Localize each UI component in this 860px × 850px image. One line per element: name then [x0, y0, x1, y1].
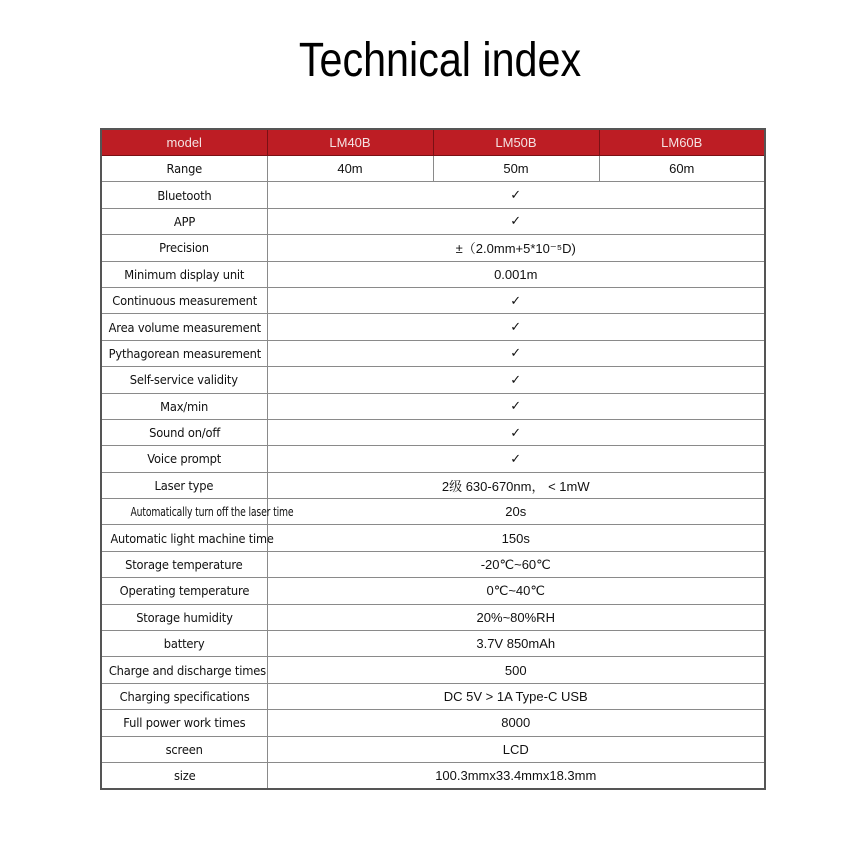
row-value: ✓: [267, 314, 765, 340]
row-value: ±（2.0mm+5*10⁻⁵D): [267, 235, 765, 261]
row-value: 0.001m: [267, 261, 765, 287]
table-row: [101, 683, 765, 709]
row-label: Automatically turn off the laser time: [101, 499, 267, 525]
header-label-cell: model: [101, 129, 267, 156]
table-row: [101, 499, 765, 525]
row-label: battery: [101, 631, 267, 657]
table-row: [101, 314, 765, 340]
row-label: Minimum display unit: [101, 261, 267, 287]
row-value: ✓: [267, 446, 765, 472]
row-label: Full power work times: [101, 710, 267, 736]
row-value: ✓: [267, 340, 765, 366]
table-row: [101, 261, 765, 287]
row-value: 20s: [267, 499, 765, 525]
table-row: [101, 235, 765, 261]
table-row: [101, 287, 765, 313]
row-label: Range: [101, 156, 267, 182]
table-row-range: [101, 156, 765, 182]
table-row: [101, 525, 765, 551]
table-row: [101, 419, 765, 445]
row-label: Max/min: [101, 393, 267, 419]
row-value: 500: [267, 657, 765, 683]
range-value-lm60b: 60m: [599, 156, 765, 182]
page-title: Technical index: [298, 34, 582, 87]
row-value: ✓: [267, 393, 765, 419]
row-value: 8000: [267, 710, 765, 736]
table-row: [101, 657, 765, 683]
table-row: [101, 631, 765, 657]
header-model-lm50b: LM50B: [433, 129, 599, 156]
row-label: Sound on/off: [101, 419, 267, 445]
row-value: 0℃~40℃: [267, 578, 765, 604]
table-row: [101, 446, 765, 472]
row-value: -20℃~60℃: [267, 551, 765, 577]
row-label: Storage temperature: [101, 551, 267, 577]
row-label: Continuous measurement: [101, 287, 267, 313]
range-value-lm50b: 50m: [433, 156, 599, 182]
header-model-lm40b: LM40B: [267, 129, 433, 156]
table-row: [101, 604, 765, 630]
table-row: [101, 762, 765, 789]
row-label: Laser type: [101, 472, 267, 498]
row-value: LCD: [267, 736, 765, 762]
range-value-lm40b: 40m: [267, 156, 433, 182]
row-label: Pythagorean measurement: [101, 340, 267, 366]
row-value: ✓: [267, 367, 765, 393]
row-label: size: [101, 762, 267, 789]
row-label: Operating temperature: [101, 578, 267, 604]
row-value: ✓: [267, 419, 765, 445]
row-label: Automatic light machine time: [101, 525, 267, 551]
row-value: 2级 630-670nm， < 1mW: [267, 472, 765, 498]
row-value: ✓: [267, 208, 765, 234]
row-label: Charging specifications: [101, 683, 267, 709]
row-value: 100.3mmx33.4mmx18.3mm: [267, 762, 765, 789]
table-row: [101, 472, 765, 498]
row-label: screen: [101, 736, 267, 762]
row-label: Area volume measurement: [101, 314, 267, 340]
row-value: DC 5V > 1A Type-C USB: [267, 683, 765, 709]
table-row: [101, 340, 765, 366]
table-row: [101, 578, 765, 604]
row-label: Precision: [101, 235, 267, 261]
row-value: ✓: [267, 287, 765, 313]
row-label: Voice prompt: [101, 446, 267, 472]
technical-index-table: [100, 128, 766, 790]
table-header-row: [101, 129, 765, 156]
table-row: [101, 367, 765, 393]
table-row: [101, 551, 765, 577]
row-label: Charge and discharge times: [101, 657, 267, 683]
table-row: [101, 182, 765, 208]
spec-rows: [101, 182, 765, 789]
table-row: [101, 208, 765, 234]
row-label: Bluetooth: [101, 182, 267, 208]
row-label: Storage humidity: [101, 604, 267, 630]
row-value: 20%~80%RH: [267, 604, 765, 630]
row-value: 3.7V 850mAh: [267, 631, 765, 657]
row-label: APP: [101, 208, 267, 234]
row-label: Self-service validity: [101, 367, 267, 393]
table-row: [101, 736, 765, 762]
header-model-lm60b: LM60B: [599, 129, 765, 156]
row-value: 150s: [267, 525, 765, 551]
row-value: ✓: [267, 182, 765, 208]
table-row: [101, 393, 765, 419]
table-row: [101, 710, 765, 736]
